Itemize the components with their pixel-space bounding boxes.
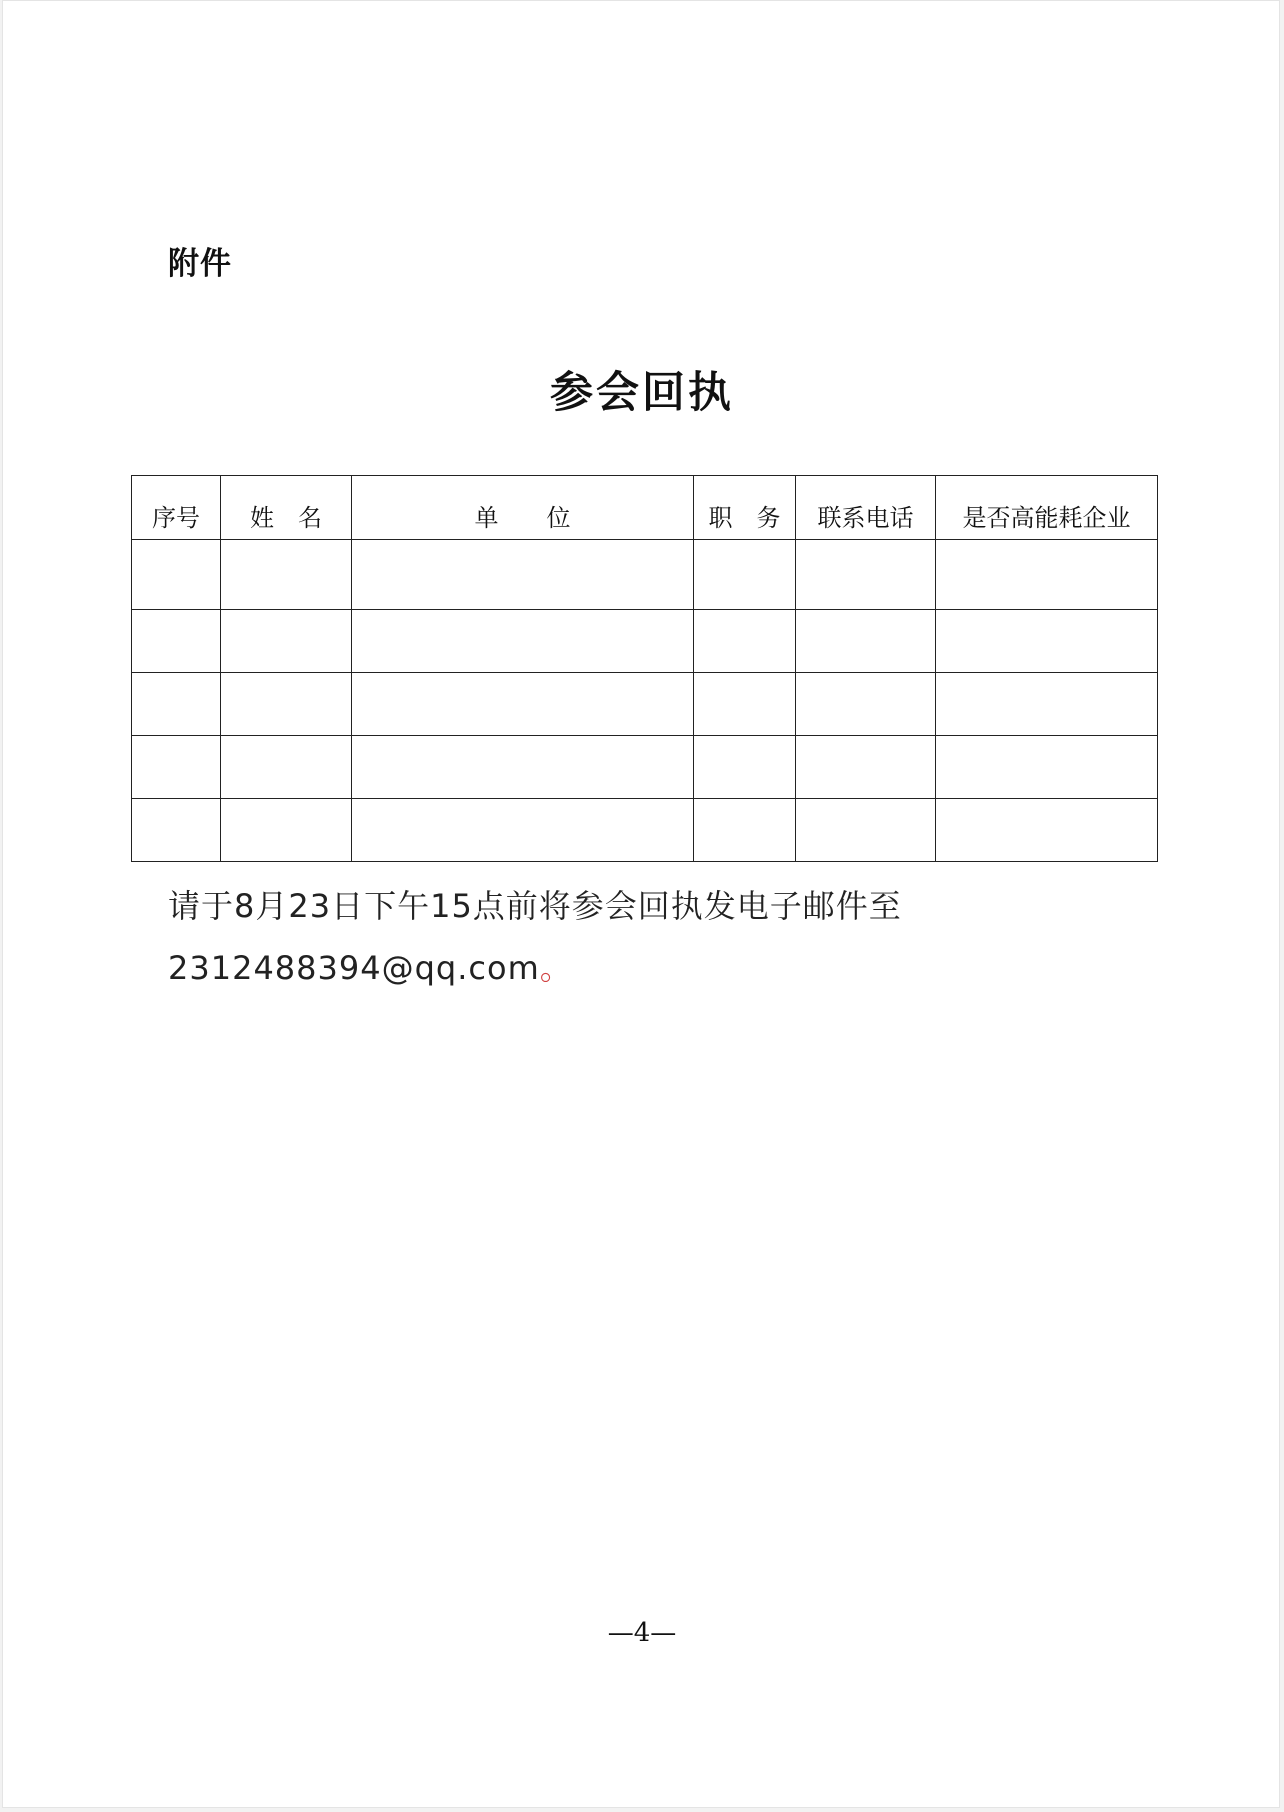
table-cell[interactable] [694, 610, 796, 673]
table-cell[interactable] [221, 736, 352, 799]
table-cell[interactable] [132, 610, 221, 673]
document-page [2, 0, 1280, 1808]
table-row [132, 736, 1158, 799]
submission-notice: 请于8月23日下午15点前将参会回执发电子邮件至 [168, 887, 902, 925]
table-row [132, 610, 1158, 673]
table-cell[interactable] [796, 673, 936, 736]
period-mark: 。 [539, 949, 573, 987]
table-cell[interactable] [694, 540, 796, 610]
table-cell[interactable] [694, 736, 796, 799]
table-cell[interactable] [936, 799, 1158, 862]
table-header-row [132, 476, 1158, 540]
header-organization: 单 位 [352, 476, 694, 540]
reply-form-table [131, 475, 1158, 862]
table-cell[interactable] [132, 673, 221, 736]
table-cell[interactable] [796, 736, 936, 799]
submission-email-line [168, 943, 573, 989]
table-cell[interactable] [936, 673, 1158, 736]
header-name: 姓 名 [221, 476, 352, 540]
header-index: 序号 [132, 476, 221, 540]
table-cell[interactable] [796, 540, 936, 610]
table-cell[interactable] [352, 540, 694, 610]
table-cell[interactable] [132, 736, 221, 799]
table-cell[interactable] [936, 540, 1158, 610]
table-cell[interactable] [132, 540, 221, 610]
attachment-label: 附件 [168, 246, 232, 282]
table-cell[interactable] [796, 610, 936, 673]
table-cell[interactable] [694, 799, 796, 862]
table-cell[interactable] [352, 673, 694, 736]
table-cell[interactable] [694, 673, 796, 736]
table-cell[interactable] [796, 799, 936, 862]
header-phone: 联系电话 [796, 476, 936, 540]
table-cell[interactable] [936, 610, 1158, 673]
table-cell[interactable] [221, 799, 352, 862]
table-row [132, 673, 1158, 736]
table-row [132, 540, 1158, 610]
table-cell[interactable] [936, 736, 1158, 799]
page-number: —4— [607, 1618, 677, 1648]
table-row [132, 799, 1158, 862]
table-cell[interactable] [221, 610, 352, 673]
table-cell[interactable] [352, 799, 694, 862]
table-cell[interactable] [132, 799, 221, 862]
contact-email: 2312488394@qq.com [168, 949, 540, 987]
table-cell[interactable] [352, 736, 694, 799]
header-high-energy: 是否高能耗企业 [936, 476, 1158, 540]
page-title: 参会回执 [550, 368, 734, 418]
header-position: 职 务 [694, 476, 796, 540]
table-cell[interactable] [352, 610, 694, 673]
table-cell[interactable] [221, 673, 352, 736]
table-cell[interactable] [221, 540, 352, 610]
